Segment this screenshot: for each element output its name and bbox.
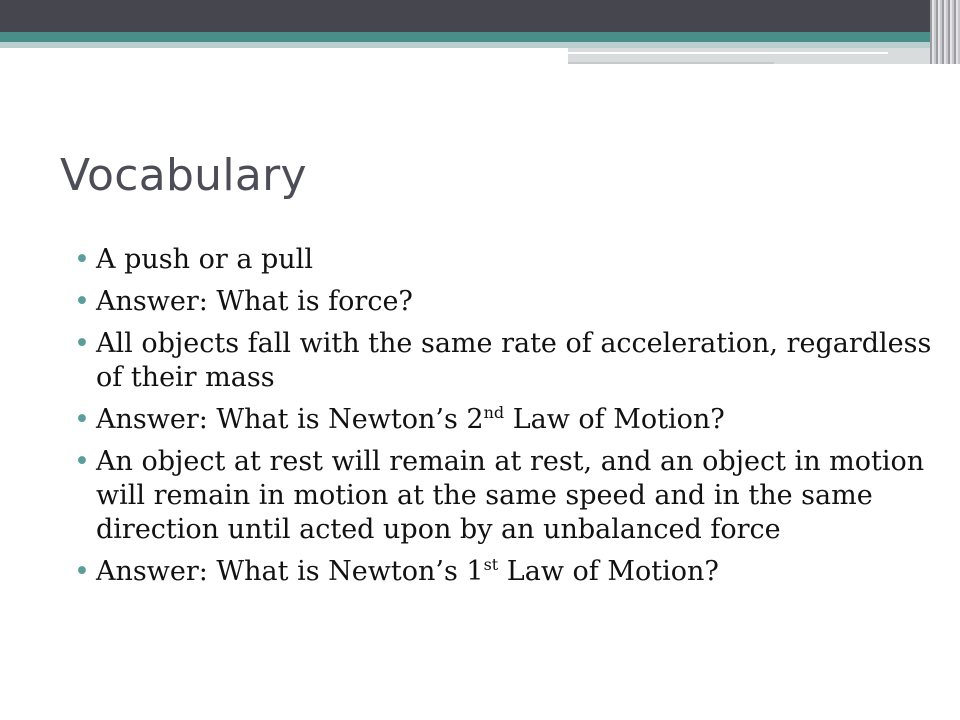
header-band-dark xyxy=(0,0,960,32)
bullet-text-after: Law of Motion? xyxy=(498,556,719,587)
bullet-text-after: Law of Motion? xyxy=(504,404,725,435)
bullet-icon: • xyxy=(74,446,90,477)
bullet-item xyxy=(74,445,934,547)
header-line xyxy=(568,52,888,54)
bullet-text: An object at rest will remain at rest, and an object in motion will remain in motion at the same speed and in the same direction until acted upon by an unbalanced force xyxy=(96,446,925,545)
bullet-icon: • xyxy=(74,556,90,587)
bullet-item xyxy=(74,285,934,319)
bullet-superscript: nd xyxy=(483,403,505,422)
bullet-icon: • xyxy=(74,328,90,359)
corner-stripes xyxy=(930,0,960,64)
bullet-item xyxy=(74,403,934,437)
header-band-teal xyxy=(0,32,960,42)
bullet-icon: • xyxy=(74,286,90,317)
bullet-item xyxy=(74,555,934,589)
bullet-text-before: Answer: What is Newton’s 2 xyxy=(96,404,484,435)
bullet-item xyxy=(74,327,934,395)
bullet-item xyxy=(74,243,934,277)
bullet-text: All objects fall with the same rate of acceleration, regardless of their mass xyxy=(96,328,932,393)
bullet-icon: • xyxy=(74,244,90,275)
slide-title: Vocabulary xyxy=(60,150,307,201)
bullet-superscript: st xyxy=(483,555,499,574)
bullet-text: Answer: What is force? xyxy=(96,286,413,317)
header-line-secondary xyxy=(568,62,774,64)
bullet-icon: • xyxy=(74,404,90,435)
bullet-text-before: Answer: What is Newton’s 1 xyxy=(96,556,484,587)
bullet-text: A push or a pull xyxy=(96,244,313,275)
bullet-list xyxy=(74,243,934,597)
